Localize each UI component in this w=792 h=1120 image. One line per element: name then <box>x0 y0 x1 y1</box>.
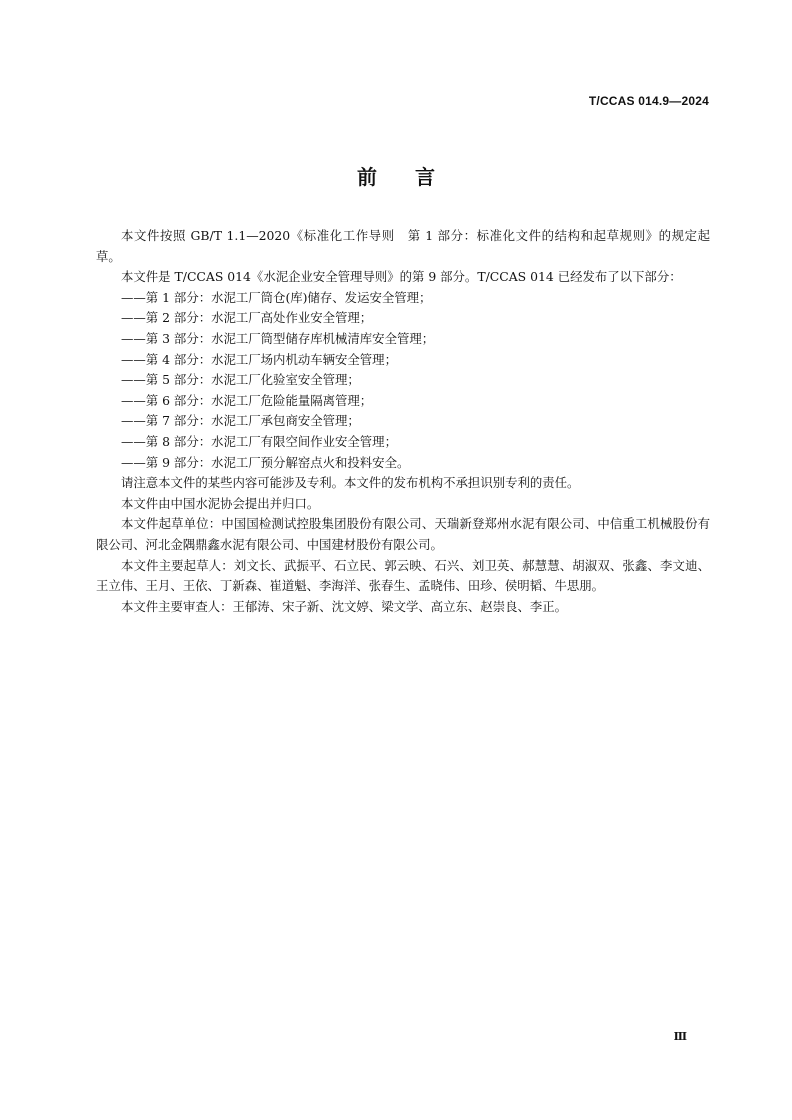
list-item-part-7: ——第 7 部分：水泥工厂承包商安全管理； <box>121 413 360 429</box>
paragraph-patent-notice: 请注意本文件的某些内容可能涉及专利。本文件的发布机构不承担识别专利的责任。 <box>121 475 580 491</box>
list-item-part-4: ——第 4 部分：水泥工厂场内机动车辆安全管理； <box>121 351 397 367</box>
paragraph-main-drafters: 本文件主要起草人：刘文长、武振平、石立民、郭云映、石兴、刘卫英、郝慧慧、胡淑双、张鑫、李文迪、王立伟、王月、王依、丁新森、崔道魁、李海洋、张春生、孟晓伟、田珍、侯明韬、牛思朋。 <box>96 557 710 594</box>
paragraph-main-reviewers: 本文件主要审查人：王郁涛、宋子新、沈文婷、梁文学、高立东、赵崇良、李正。 <box>121 598 568 614</box>
list-item-part-2: ——第 2 部分：水泥工厂高处作业安全管理； <box>121 310 373 326</box>
page-number: Ⅲ <box>673 1030 687 1043</box>
paragraph-drafting-units: 本文件起草单位：中国国检测试控股集团股份有限公司、天瑞新登郑州水泥有限公司、中信重工机械股份有限公司、河北金隅鼎鑫水泥有限公司、中国建材股份有限公司。 <box>96 516 710 552</box>
list-item-part-8: ——第 8 部分：水泥工厂有限空间作业安全管理； <box>121 433 397 449</box>
paragraph-series-intro: 本文件是 T/CCAS 014《水泥企业安全管理导则》的第 9 部分。T/CCAS 014 已经发布了以下部分： <box>121 269 682 285</box>
paragraph-drafting-rules: 本文件按照 GB/T 1.1—2020《标准化工作导则 第 1 部分：标准化文件的结构和起草规则》的规定起草。 <box>96 228 710 264</box>
list-item-part-3: ——第 3 部分：水泥工厂筒型储存库机械清库安全管理； <box>121 330 435 346</box>
page-title: 前言 <box>357 165 473 189</box>
list-item-part-6: ——第 6 部分：水泥工厂危险能量隔离管理； <box>121 392 373 408</box>
list-item-part-9: ——第 9 部分：水泥工厂预分解窑点火和投料安全。 <box>121 454 410 470</box>
list-item-part-5: ——第 5 部分：水泥工厂化验室安全管理； <box>121 372 360 388</box>
paragraph-proposer: 本文件由中国水泥协会提出并归口。 <box>121 495 320 511</box>
document-code: T/CCAS 014.9—2024 <box>588 94 709 108</box>
list-item-part-1: ——第 1 部分：水泥工厂筒仓(库)储存、发运安全管理； <box>121 289 432 305</box>
foreword-body <box>96 226 710 617</box>
